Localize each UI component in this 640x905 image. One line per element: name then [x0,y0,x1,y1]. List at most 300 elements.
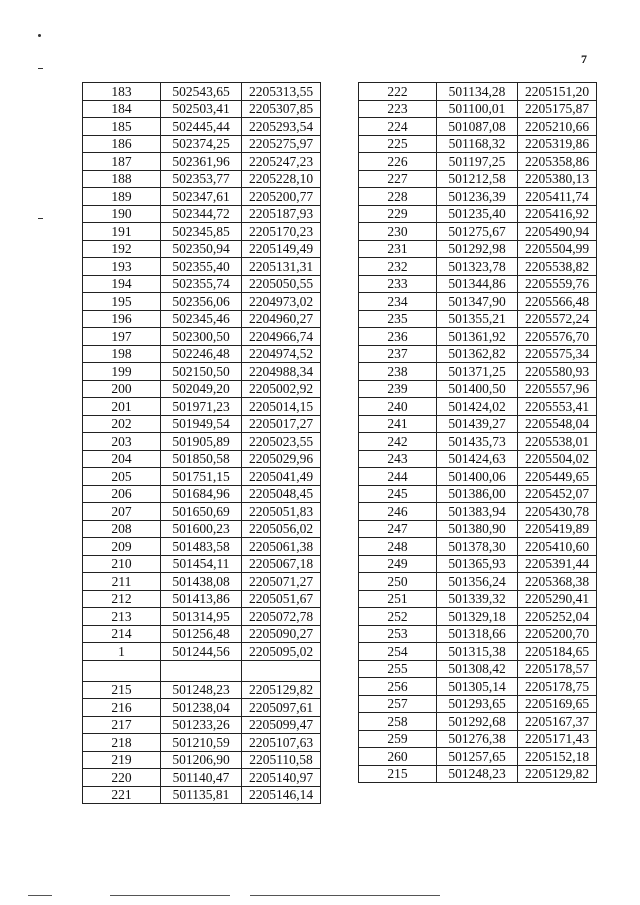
point-number-cell: 215 [359,765,437,783]
y-coordinate-cell: 2205178,57 [518,660,597,678]
y-coordinate-cell: 2205290,41 [518,590,597,608]
point-number-cell: 195 [83,293,161,311]
table-row [359,310,597,328]
x-coordinate-cell: 501386,00 [437,485,518,503]
table-row [359,485,597,503]
table-row [83,503,321,521]
point-number-cell: 249 [359,555,437,573]
table-row [359,625,597,643]
y-coordinate-cell: 2205411,74 [518,188,597,206]
x-coordinate-cell: 501344,86 [437,275,518,293]
point-number-cell: 259 [359,730,437,748]
point-number-cell: 1 [83,643,161,661]
point-number-cell: 222 [359,83,437,101]
x-coordinate-cell: 501305,14 [437,678,518,696]
x-coordinate-cell: 502150,50 [161,363,242,381]
point-number-cell: 248 [359,538,437,556]
x-coordinate-cell: 501315,38 [437,643,518,661]
x-coordinate-cell: 501314,95 [161,608,242,626]
table-row [83,258,321,276]
table-row [83,468,321,486]
page-number: 7 [581,52,587,66]
y-coordinate-cell: 2205023,55 [242,433,321,451]
y-coordinate-cell: 2205553,41 [518,398,597,416]
x-coordinate-cell: 502445,44 [161,118,242,136]
point-number-cell: 250 [359,573,437,591]
y-coordinate-cell: 2205187,93 [242,205,321,223]
y-coordinate-cell: 2205252,04 [518,608,597,626]
y-coordinate-cell: 2205167,37 [518,713,597,731]
table-row [83,345,321,363]
point-number-cell [83,660,161,681]
y-coordinate-cell: 2205050,55 [242,275,321,293]
table-row [83,223,321,241]
point-number-cell: 245 [359,485,437,503]
x-coordinate-cell: 501244,56 [161,643,242,661]
x-coordinate-cell: 501168,32 [437,135,518,153]
point-number-cell: 196 [83,310,161,328]
table-row [83,608,321,626]
x-coordinate-cell: 501197,25 [437,153,518,171]
y-coordinate-cell: 2205200,77 [242,188,321,206]
point-number-cell: 187 [83,153,161,171]
point-number-cell: 208 [83,520,161,538]
y-coordinate-cell: 2205051,67 [242,590,321,608]
table-row [359,345,597,363]
y-coordinate-cell: 2205210,66 [518,118,597,136]
y-coordinate-cell: 2205490,94 [518,223,597,241]
x-coordinate-cell: 502347,61 [161,188,242,206]
table-row [83,769,321,787]
x-coordinate-cell: 501233,26 [161,716,242,734]
table-row [83,555,321,573]
point-number-cell: 200 [83,380,161,398]
table-row [359,380,597,398]
point-number-cell: 204 [83,450,161,468]
y-coordinate-cell: 2205072,78 [242,608,321,626]
y-coordinate-cell: 2205002,92 [242,380,321,398]
x-coordinate-cell: 501971,23 [161,398,242,416]
table-row [359,205,597,223]
x-coordinate-cell: 501206,90 [161,751,242,769]
table-row [359,258,597,276]
table-row [359,678,597,696]
x-coordinate-cell: 501318,66 [437,625,518,643]
y-coordinate-cell: 2205576,70 [518,328,597,346]
margin-dash-mark [38,218,43,219]
coordinates-table-right [358,82,597,783]
y-coordinate-cell: 2204974,52 [242,345,321,363]
x-coordinate-cell: 501413,86 [161,590,242,608]
point-number-cell: 257 [359,695,437,713]
y-coordinate-cell: 2205140,97 [242,769,321,787]
margin-dot-mark [38,34,41,37]
table-row [359,450,597,468]
table-row [359,188,597,206]
point-number-cell: 184 [83,100,161,118]
y-coordinate-cell: 2205504,02 [518,450,597,468]
table-row [83,328,321,346]
table-row [83,188,321,206]
x-coordinate-cell: 501438,08 [161,573,242,591]
table-row [359,153,597,171]
y-coordinate-cell: 2205275,97 [242,135,321,153]
x-coordinate-cell: 501100,01 [437,100,518,118]
y-coordinate-cell: 2205449,65 [518,468,597,486]
point-number-cell: 190 [83,205,161,223]
table-row [359,660,597,678]
x-coordinate-cell: 501383,94 [437,503,518,521]
y-coordinate-cell: 2205566,48 [518,293,597,311]
x-coordinate-cell: 501684,96 [161,485,242,503]
y-coordinate-cell: 2205149,49 [242,240,321,258]
x-coordinate-cell: 501400,06 [437,468,518,486]
y-coordinate-cell: 2205247,23 [242,153,321,171]
point-number-cell: 199 [83,363,161,381]
point-number-cell: 220 [83,769,161,787]
point-number-cell: 185 [83,118,161,136]
point-number-cell: 210 [83,555,161,573]
x-coordinate-cell: 501134,28 [437,83,518,101]
point-number-cell: 214 [83,625,161,643]
x-coordinate-cell: 502353,77 [161,170,242,188]
scan-edge-line [28,895,52,896]
x-coordinate-cell: 501329,18 [437,608,518,626]
table-row [83,786,321,804]
point-number-cell: 218 [83,734,161,752]
y-coordinate-cell: 2205548,04 [518,415,597,433]
x-coordinate-cell: 501400,50 [437,380,518,398]
x-coordinate-cell: 501435,73 [437,433,518,451]
y-coordinate-cell: 2205067,18 [242,555,321,573]
y-coordinate-cell: 2205129,82 [242,681,321,699]
x-coordinate-cell: 501292,98 [437,240,518,258]
point-number-cell: 205 [83,468,161,486]
table-row [359,713,597,731]
y-coordinate-cell: 2205228,10 [242,170,321,188]
point-number-cell: 221 [83,786,161,804]
y-coordinate-cell: 2205184,65 [518,643,597,661]
point-number-cell: 213 [83,608,161,626]
y-coordinate-cell: 2205504,99 [518,240,597,258]
x-coordinate-cell: 501371,25 [437,363,518,381]
x-coordinate-cell: 501380,90 [437,520,518,538]
table-row [83,450,321,468]
table-row [359,415,597,433]
point-number-cell: 223 [359,100,437,118]
y-coordinate-cell: 2204973,02 [242,293,321,311]
table-row [359,643,597,661]
point-number-cell: 206 [83,485,161,503]
x-coordinate-cell: 501212,58 [437,170,518,188]
table-row [83,660,321,681]
y-coordinate-cell: 2205048,45 [242,485,321,503]
point-number-cell: 201 [83,398,161,416]
point-number-cell: 246 [359,503,437,521]
x-coordinate-cell: 502356,06 [161,293,242,311]
table-row [83,734,321,752]
x-coordinate-cell: 502355,74 [161,275,242,293]
y-coordinate-cell: 2205319,86 [518,135,597,153]
y-coordinate-cell [242,660,321,681]
point-number-cell: 183 [83,83,161,101]
x-coordinate-cell: 501355,21 [437,310,518,328]
x-coordinate-cell: 502246,48 [161,345,242,363]
x-coordinate-cell: 501236,39 [437,188,518,206]
y-coordinate-cell: 2205313,55 [242,83,321,101]
point-number-cell: 237 [359,345,437,363]
y-coordinate-cell: 2205538,01 [518,433,597,451]
x-coordinate-cell: 501276,38 [437,730,518,748]
point-number-cell: 202 [83,415,161,433]
table-row [359,118,597,136]
point-number-cell: 226 [359,153,437,171]
table-row [359,555,597,573]
table-row [83,83,321,101]
point-number-cell: 233 [359,275,437,293]
y-coordinate-cell: 2205559,76 [518,275,597,293]
point-number-cell: 241 [359,415,437,433]
y-coordinate-cell: 2205430,78 [518,503,597,521]
x-coordinate-cell: 501650,69 [161,503,242,521]
x-coordinate-cell: 502361,96 [161,153,242,171]
table-row [359,573,597,591]
table-row [359,328,597,346]
point-number-cell: 236 [359,328,437,346]
y-coordinate-cell: 2205416,92 [518,205,597,223]
table-row [83,751,321,769]
x-coordinate-cell [161,660,242,681]
point-number-cell: 253 [359,625,437,643]
x-coordinate-cell: 501454,11 [161,555,242,573]
x-coordinate-cell: 501256,48 [161,625,242,643]
y-coordinate-cell: 2205419,89 [518,520,597,538]
table-row [83,363,321,381]
table-row [83,205,321,223]
point-number-cell: 209 [83,538,161,556]
point-number-cell: 228 [359,188,437,206]
x-coordinate-cell: 501347,90 [437,293,518,311]
point-number-cell: 239 [359,380,437,398]
y-coordinate-cell: 2205380,13 [518,170,597,188]
x-coordinate-cell: 501087,08 [437,118,518,136]
x-coordinate-cell: 501235,40 [437,205,518,223]
point-number-cell: 229 [359,205,437,223]
y-coordinate-cell: 2205575,34 [518,345,597,363]
table-row [359,608,597,626]
point-number-cell: 219 [83,751,161,769]
x-coordinate-cell: 501293,65 [437,695,518,713]
x-coordinate-cell: 502374,25 [161,135,242,153]
x-coordinate-cell: 502350,94 [161,240,242,258]
x-coordinate-cell: 502355,40 [161,258,242,276]
y-coordinate-cell: 2205029,96 [242,450,321,468]
y-coordinate-cell: 2205538,82 [518,258,597,276]
y-coordinate-cell: 2205110,58 [242,751,321,769]
x-coordinate-cell: 502543,65 [161,83,242,101]
point-number-cell: 193 [83,258,161,276]
y-coordinate-cell: 2204988,34 [242,363,321,381]
table-row [359,730,597,748]
table-row [359,433,597,451]
x-coordinate-cell: 501365,93 [437,555,518,573]
table-row [83,643,321,661]
y-coordinate-cell: 2205169,65 [518,695,597,713]
y-coordinate-cell: 2204960,27 [242,310,321,328]
point-number-cell: 258 [359,713,437,731]
point-number-cell: 251 [359,590,437,608]
y-coordinate-cell: 2205293,54 [242,118,321,136]
y-coordinate-cell: 2205358,86 [518,153,597,171]
y-coordinate-cell: 2205151,20 [518,83,597,101]
point-number-cell: 191 [83,223,161,241]
table-row [83,590,321,608]
x-coordinate-cell: 501378,30 [437,538,518,556]
table-row [83,118,321,136]
point-number-cell: 189 [83,188,161,206]
point-number-cell: 224 [359,118,437,136]
point-number-cell: 247 [359,520,437,538]
point-number-cell: 238 [359,363,437,381]
x-coordinate-cell: 501308,42 [437,660,518,678]
point-number-cell: 242 [359,433,437,451]
point-number-cell: 194 [83,275,161,293]
x-coordinate-cell: 501439,27 [437,415,518,433]
x-coordinate-cell: 501949,54 [161,415,242,433]
table-row [359,135,597,153]
point-number-cell: 260 [359,748,437,766]
x-coordinate-cell: 501292,68 [437,713,518,731]
x-coordinate-cell: 501751,15 [161,468,242,486]
y-coordinate-cell: 2205071,27 [242,573,321,591]
point-number-cell: 215 [83,681,161,699]
table-row [359,748,597,766]
table-row [83,520,321,538]
point-number-cell: 212 [83,590,161,608]
y-coordinate-cell: 2205097,61 [242,699,321,717]
point-number-cell: 192 [83,240,161,258]
y-coordinate-cell: 2205051,83 [242,503,321,521]
table-row [359,503,597,521]
table-row [359,170,597,188]
point-number-cell: 198 [83,345,161,363]
table-row [359,590,597,608]
table-row [83,573,321,591]
table-row [83,275,321,293]
table-row [359,538,597,556]
x-coordinate-cell: 501210,59 [161,734,242,752]
table-row [359,520,597,538]
point-number-cell: 243 [359,450,437,468]
point-number-cell: 234 [359,293,437,311]
y-coordinate-cell: 2205017,27 [242,415,321,433]
table-row [83,153,321,171]
y-coordinate-cell: 2205391,44 [518,555,597,573]
y-coordinate-cell: 2205307,85 [242,100,321,118]
x-coordinate-cell: 501323,78 [437,258,518,276]
x-coordinate-cell: 502300,50 [161,328,242,346]
table-row [83,716,321,734]
x-coordinate-cell: 502345,85 [161,223,242,241]
table-row [83,415,321,433]
y-coordinate-cell: 2204966,74 [242,328,321,346]
y-coordinate-cell: 2205041,49 [242,468,321,486]
point-number-cell: 252 [359,608,437,626]
x-coordinate-cell: 501339,32 [437,590,518,608]
point-number-cell: 240 [359,398,437,416]
point-number-cell: 256 [359,678,437,696]
point-number-cell: 244 [359,468,437,486]
y-coordinate-cell: 2205131,31 [242,258,321,276]
table-row [83,310,321,328]
table-row [83,398,321,416]
point-number-cell: 217 [83,716,161,734]
point-number-cell: 230 [359,223,437,241]
x-coordinate-cell: 501424,02 [437,398,518,416]
y-coordinate-cell: 2205090,27 [242,625,321,643]
point-number-cell: 225 [359,135,437,153]
y-coordinate-cell: 2205014,15 [242,398,321,416]
table-row [359,293,597,311]
y-coordinate-cell: 2205129,82 [518,765,597,783]
y-coordinate-cell: 2205146,14 [242,786,321,804]
point-number-cell: 197 [83,328,161,346]
point-number-cell: 254 [359,643,437,661]
y-coordinate-cell: 2205200,70 [518,625,597,643]
table-row [83,135,321,153]
scan-edge-line [110,895,230,896]
y-coordinate-cell: 2205557,96 [518,380,597,398]
table-row [359,695,597,713]
x-coordinate-cell: 501905,89 [161,433,242,451]
table-row [83,433,321,451]
x-coordinate-cell: 502049,20 [161,380,242,398]
y-coordinate-cell: 2205095,02 [242,643,321,661]
y-coordinate-cell: 2205099,47 [242,716,321,734]
y-coordinate-cell: 2205178,75 [518,678,597,696]
table-row [359,100,597,118]
point-number-cell: 207 [83,503,161,521]
table-row [83,100,321,118]
point-number-cell: 216 [83,699,161,717]
point-number-cell: 203 [83,433,161,451]
table-row [359,468,597,486]
margin-dash-mark [38,68,43,69]
table-row [359,83,597,101]
x-coordinate-cell: 501140,47 [161,769,242,787]
x-coordinate-cell: 501362,82 [437,345,518,363]
y-coordinate-cell: 2205171,43 [518,730,597,748]
y-coordinate-cell: 2205107,63 [242,734,321,752]
point-number-cell: 188 [83,170,161,188]
y-coordinate-cell: 2205175,87 [518,100,597,118]
table-row [83,699,321,717]
x-coordinate-cell: 501600,23 [161,520,242,538]
table-row [359,398,597,416]
table-row [83,485,321,503]
point-number-cell: 232 [359,258,437,276]
table-row [83,380,321,398]
point-number-cell: 235 [359,310,437,328]
y-coordinate-cell: 2205056,02 [242,520,321,538]
x-coordinate-cell: 501248,23 [437,765,518,783]
table-row [83,240,321,258]
table-row [83,538,321,556]
table-row [359,240,597,258]
y-coordinate-cell: 2205580,93 [518,363,597,381]
y-coordinate-cell: 2205410,60 [518,538,597,556]
x-coordinate-cell: 502503,41 [161,100,242,118]
